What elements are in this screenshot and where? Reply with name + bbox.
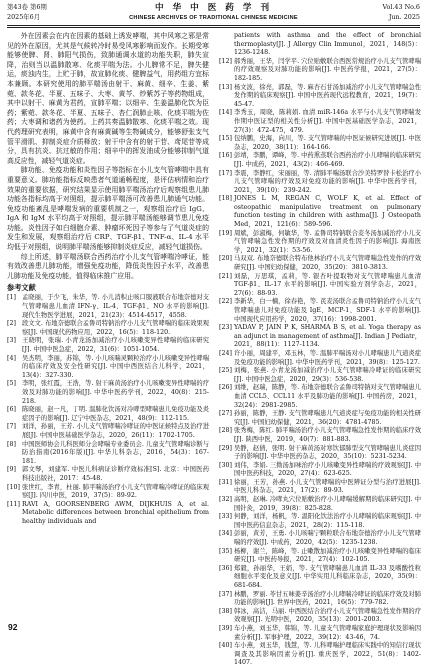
reference-number: [35] (219, 547, 232, 555)
reference-item (7, 423, 209, 440)
reference-text: 王晓明，张瑞. 小青龙汤加减治疗小儿咳嗽变异性哮喘的临床研究[J]. 中国中医急症，2022，31(6)：1051-1054. (22, 337, 209, 353)
reference-number: [21] (219, 272, 232, 280)
reference-item (219, 565, 421, 591)
reference-item (7, 406, 209, 423)
reference-item (219, 230, 421, 256)
reference-item (219, 548, 421, 565)
reference-number: [25] (219, 367, 232, 375)
reference-number: [31] (219, 478, 232, 486)
reference-text: 郭文琴，刘建军. 中医儿科病证诊断疗效标准[S]. 北京：中国医药科技出版社，2017：45-48. (22, 466, 209, 482)
reference-item (219, 350, 421, 367)
reference-number: [5] (7, 380, 16, 388)
reference-text: 郑毅，孙丽华，王娟，等. 支气管哮喘患儿血清 IL-33 及嗜酸性粒细胞水平变化及意义[J]. 中华实用儿科临床杂志，2020，35(9)：681-684. (234, 564, 421, 589)
body-paragraph: 外在因素会在内在因素的基础上诱发哮喘，其中风寒之邪是常见的外在原因，尤其是气候转冷时易受风寒影响而发作。长期受寒能够使脾、肾、肺阳气损伤，致肺通调水道的功能失职，肺失宣降，治则当以温肺散寒、化痰平喘为法。小儿脾常不足，脾失健运，痰浊内生，上贮于肺，故宣肺化痰、健脾益气，用药组方宜标本兼顾。本研究使用的肺平喘汤由射干、麻黄、细辛、生姜、紫菀、款冬花、半夏、五味子、大枣、黄芩、炒紫苏子等药物组成，其中以射干、麻黄为君药，宣肺平喘；以细辛、生姜温肺化饮为臣药；紫菀、款冬花、半夏、五味子、杏仁润肺止咳、化痰平喘为佐药；大枣调和诸药为使药。上药共奏温肺散寒、化痰平喘之效。现代药理研究表明，麻黄中含有麻黄碱等生物碱成分，能够舒张支气管平滑肌、抑制炎症介质释放；射干中含有的射干苷、鸢尾苷等成分，具有抗炎、抗过敏的作用；细辛中的挥发油成分能够抑制气道高反应性，减轻气道炎症。 (7, 32, 209, 165)
reference-item (219, 496, 421, 513)
reference-number: [4] (7, 354, 16, 362)
reference-number: [24] (219, 349, 232, 357)
right-column (219, 32, 421, 667)
reference-text: 高明，赵琳. 冷哮丸穴位贴敷治疗小儿哮喘缓解期的临床研究[J]. 中国针灸，2019，39(8)：825-828. (234, 496, 421, 512)
journal-title-en: CHINESE ARCHIVES OF TRADITIONAL CHINESE MEDICINE (129, 15, 298, 21)
reference-text: 刘伟，李娟. 三拗汤加味治疗小儿咳嗽变异性哮喘的疗效观察[J]. 中国中医药科技，2020，27(4)：623-625. (234, 461, 421, 478)
reference-number: [2] (7, 320, 16, 328)
reference-text: 周斌，彭淑梅，何敏华，等. 孟鲁司特钠联合麦冬汤加减治疗小儿支气管哮喘急性发作期的疗效及对血清炎性因子的影响[J]. 海南医学，2021，32(1)：53-56. (234, 229, 421, 254)
reference-text: 彭丽，黄芳，王勇. 小儿咳喘宁颗粒联合布地奈德治疗小儿支气管哮喘的疗效[J]. 中成药，2020，42(5)：1235-1238. (234, 530, 421, 547)
reference-item (219, 513, 421, 530)
reference-text: 李秀玉，周晓，陈莉娟. 血清 miR-146a 水平与小儿支气管哮喘发作期中医证型的相关性分析[J]. 中国中医基础医学杂志，2021，27(3)：472-475，479. (234, 109, 421, 134)
reference-item (219, 367, 421, 384)
reference-text: 孟晓丽，于少飞，朱华，等. 小儿消积止咳口服液联合布地奈德对支气管哮喘患儿血清 IFN-γ、IL-4、TGF-β1、NO 水平的影响[J]. 现代生物医学进展，2021，21(23)：4514-4517，4558. (22, 294, 209, 319)
reference-text: 刘洋，孙丽，王芳. 小儿支气管哮喘冷哮证的中医证候特点及治疗进展[J]. 中国中医基础医学杂志，2020，26(11)：1702-1705. (22, 423, 209, 439)
reference-text: 马双双. 布地奈德联合特布他林治疗小儿支气管哮喘急性发作的疗效研究[J]. 中国妇幼保健，2020，35(20)：3810-3813. (234, 255, 421, 272)
reference-text: 许小丽，周建平，邓玉林，等. 温肺平喘汤对小儿哮喘患儿气道炎症及免疫功能的影响[J]. 中华中医药学刊，2021，39(8)：125-127. (234, 349, 421, 366)
reference-text: 李新华，白一楠，徐春艳，等. 芪麦汤联合孟鲁司特钠治疗小儿支气管哮喘患儿对免疫功能及 IgE、MCP-1、SDF-1 水平的影响[J]. 中国现代应用药学，2020，37(16)：1998-2001. (234, 298, 421, 323)
reference-item (219, 608, 421, 625)
reference-text: 何静，刘洋，杨帆，等. 温阳化饮法治疗小儿哮喘的临床观察[J]. 中国中医药信息杂志，2021，28(2)：115-118. (234, 513, 421, 529)
reference-item (219, 479, 421, 496)
reference-number: [37] (219, 590, 232, 598)
reference-text: 刘维，赵瑞，陈静，等. 布地奈德联合孟鲁司特钠对支气管哮喘患儿血清 CCL5、CCL11 水平及肺功能的影响[J]. 中国药房，2021，32(24)：2981-2985. (234, 384, 421, 409)
reference-number: [27] (219, 410, 232, 418)
reference-text: 徐丽，王芳，孙燕. 小儿支气管哮喘的中医辨证分型与治疗进展[J]. 中医儿科杂志，2021，17(2)：89-93. (234, 478, 421, 495)
reference-list-right (219, 58, 421, 668)
journal-title-cn: 中 华 中 医 药 学 刊 (154, 3, 273, 13)
reference-item (219, 427, 421, 444)
reference-item (7, 380, 209, 406)
reference-text: 车小燕，刘玉华，韩锦，等. 儿童支气管哮喘家庭护理现状及影响因素分析[J]. 军事护理，2022，39(12)：43-46，74. (234, 624, 421, 641)
reference-text: 李震，李静红，宋丽丽，等. 清肺平喘汤联合沙美特罗替卡松治疗小儿支气管哮喘的疗效及对免疫功能的影响[J]. 中华中医药学刊，2021，39(10)：239-242. (234, 169, 421, 194)
body-paragraph: 肺功能、免疫功能和炎性因子等指标在小儿支气管哮喘中具有重要意义。肺功能指标反映患者气道通畅程度，是评估病情和治疗效果的重要依据，研究结果显示使用肺平喘汤治疗后观察组患儿肺功能各指标均高于对照组，提示肺平喘汤可改善患儿肺通气功能。免疫功能紊乱是哮喘发病的重要机制之一，观察组治疗后 IgG、IgA 和 IgM 水平均高于对照组，提示肺平喘汤能够调节患儿免疫功能。炎性因子如白细胞介素、肿瘤坏死因子等参与了气道炎症的发生和发展，观察组治疗后 CRP、TGF-β1、TNF-α、IL-4 水平均低于对照组，说明肺平喘汤能够抑制炎症反应，减轻气道损伤。 (7, 166, 209, 252)
reference-item (219, 84, 421, 110)
reference-item (219, 530, 421, 547)
reference-number: [34] (219, 530, 232, 538)
reference-text: 孙丽，陈静，王静. 支气管哮喘患儿气道炎症与免疫功能的相关性研究[J]. 中国妇幼保健，2021，36(20)：4781-4785. (234, 410, 421, 426)
reference-number: [19] (219, 229, 232, 237)
running-header (0, 0, 427, 30)
reference-text: 吴杰明，李丽，苏锦，等. 小儿咳喘灵颗粒治疗小儿咳嗽变异性哮喘的临床疗效及安全性研究[J]. 中国中西医结合儿科学，2021，13(4)：327-330. (22, 354, 209, 379)
reference-text: 刘梅，张燕. 小青龙汤加减治疗小儿支气管哮喘冷哮证的临床研究[J]. 中国中医急症，2020，29(3)：536-538. (234, 367, 421, 383)
reference-item (219, 462, 421, 479)
conclusion-paragraph: 综上所述，肺平喘汤联合西药治疗小儿支气管哮喘冷哮证，能有效改善患儿肺功能，增强免疫功能，降低炎性因子水平，改善患儿肺功能及免疫功能，值得临床推广应用。 (7, 252, 209, 280)
reference-number: [29] (219, 444, 232, 452)
reference-text: 郝秀丽，王华，闫学平. 穴位贴敷联合西医常规治疗小儿支气管哮喘的疗效观察及对肺功能的影响[J]. 中医药学报，2021，27(5)：182-185. (234, 57, 421, 82)
reference-number: [26] (219, 384, 232, 392)
reference-item (219, 591, 421, 608)
header-rule-thick (7, 25, 420, 26)
reference-number: [18] (219, 195, 232, 203)
reference-number: [7] (7, 423, 16, 431)
reference-number: [8] (7, 440, 16, 448)
reference-item (7, 320, 209, 337)
reference-item (219, 625, 421, 642)
reference-text: 张世红，李青，杜丽. 肺平喘汤治疗小儿支气管哮喘冷哮证的临床观察[J]. 四川中医，2019，37(5)：89-92. (22, 483, 209, 500)
reference-text: 车小燕，刘玉华，钱慧，等. 儿科哮喘护理临床实践中的知信行现状调查及其影响因素分析[J]. 重庆医学，2022，51(8)：1402-1407. (234, 642, 421, 667)
reference-number: [10] (7, 483, 20, 491)
reference-number: [30] (219, 461, 232, 469)
reference-number: [33] (219, 513, 232, 521)
reference-text: RAVI A, GOORSENBERG AWM, DIJKHUIS A, et al. Metabolic differences between bronchial epithelium from healthy individuals and (22, 500, 209, 525)
reference-item (219, 152, 421, 169)
reference-number: [32] (219, 496, 232, 504)
reference-item (219, 255, 421, 272)
reference-number: [3] (7, 337, 16, 345)
reference-item (7, 355, 209, 381)
reference-number: [40] (219, 642, 232, 650)
reference-number: [17] (219, 169, 232, 177)
date-left: 2025年6月 (7, 13, 41, 21)
reference-item (7, 294, 209, 320)
reference-text: 陈晓丽，赵一凡，丁明. 温肺化饮汤对冷哮型哮喘患儿免疫功能及炎症因子的影响[J]. 辽宁中医杂志，2021，48(9)：112-115. (22, 406, 209, 422)
reference-number: [11] (7, 500, 20, 508)
reference-item (219, 410, 421, 427)
reference-number: [16] (219, 152, 232, 160)
reference-number: [20] (219, 255, 232, 263)
reference-text: 吴静，赵倩，张明. 射干麻黄汤对寒饮郁肺型支气管哮喘患儿炎症因子的影响[J]. 中华中医药杂志，2020，35(10)：5231-5234. (234, 444, 421, 461)
reference-item (219, 445, 421, 462)
reference-item (219, 170, 421, 196)
reference-list-left (7, 294, 209, 526)
reference-text: 包纳鹏，史海，向川，等. 支气管哮喘的中医证候研究进展[J]. 中医杂志，2020，38(11)：164-166. (234, 135, 421, 151)
reference-item (219, 109, 421, 135)
reference-text: 段文文. 布地奈德联合孟鲁司特钠治疗小儿支气管哮喘的临床效果观察[J]. 中国现代药物应用，2022，16(5)：118-120. (22, 320, 209, 336)
reference-text: 林鹏，罗丽. 苓甘五味姜辛汤治疗小儿哮喘冷哮证的临床疗效及对肺功能的影响[J]. 世界中医药，2021，16(5)：779-782. (234, 590, 421, 607)
reference-number: [39] (219, 624, 232, 632)
volume-issue-right: Vol.43 No.6 (382, 3, 420, 11)
reference-item (219, 324, 421, 350)
reference-continuation: patients with asthma and the effect of bronchial thermoplasty[J]. J Allergy Clin Immunol，2021，148(5)：1236-1248. (234, 32, 421, 57)
reference-item (7, 337, 209, 354)
reference-item (219, 642, 421, 668)
reference-number: [1] (7, 294, 16, 302)
reference-item (7, 466, 209, 483)
reference-number: [38] (219, 607, 232, 615)
reference-item (7, 501, 209, 527)
reference-text: 刘磊，万思琪，孟莉，等. 银杏叶提取物对支气管哮喘患儿血清 TGF-β1、IL-17 水平的影响[J]. 中国实验方剂学杂志，2021，27(6)：88-93. (234, 272, 421, 297)
reference-text: 杨柳，谢兰，陈峰，等. 止嗽散加减治疗小儿咳嗽变异性哮喘的临床研究[J]. 中医药导报，2021，27(4)：102-105. (234, 547, 421, 564)
reference-text: 彭靖，李鹏，谭峰，等. 中药熏蒸联合西药治疗小儿哮喘的临床研究[J]. 中成药，2021，43(2)：466-469. (234, 152, 421, 168)
reference-number: [23] (219, 324, 232, 332)
reference-text: 韩冰，高洁，马丽. 中西医结合治疗小儿支气管哮喘急性发作期的疗效观察[J]. 光明中医，2020，35(13)：2001-2003. (234, 607, 421, 624)
reference-item (219, 384, 421, 410)
reference-number: [6] (7, 406, 16, 414)
reference-item (219, 273, 421, 299)
reference-text: 张秀梅，陈红. 肺平喘汤治疗小儿支气管哮喘急性发作期的临床疗效[J]. 陕西中医，2019，40(7)：881-883. (234, 427, 421, 443)
reference-text: JONES L M, REGAN C, WOLF K, et al. Effect of osteopathic manipulative treatment on pulmonary function testing in children with asthma[J]. J Osteopath Med，2021，121(6)：589-596. (234, 195, 421, 229)
reference-item (219, 58, 421, 84)
reference-text: YADAV P, JAIN P K, SHARMA B S, et al. Yoga therapy as an adjunct in management of asthma[J]. Indian J Pediatr，2021，88(11)：1127-1134. (234, 324, 421, 349)
reference-item (7, 441, 209, 467)
reference-number: [28] (219, 427, 232, 435)
reference-item (219, 195, 421, 229)
left-column (7, 32, 209, 622)
reference-number: [12] (219, 57, 232, 65)
reference-number: [13] (219, 83, 232, 91)
date-right: Jun. 2025 (388, 13, 420, 21)
reference-number: [22] (219, 298, 232, 306)
reference-text: 李明，张红霞，王浩，等. 射干麻黄汤治疗小儿咳嗽变异性哮喘的疗效及对肺功能的影响[J]. 中华中医药学刊，2022，40(8)：215-218. (22, 380, 209, 405)
reference-number: [14] (219, 109, 232, 117)
reference-item (219, 298, 421, 324)
references-heading: 参考文献 (7, 283, 36, 293)
reference-text: 杨文波，徐亮，郭磊，等. 麻杏石甘汤加减治疗小儿支气管哮喘急性发作期的临床观察[J]. 中国中医药现代远程教育，2021，19(7)：45-47. (234, 83, 421, 108)
reference-item (219, 135, 421, 152)
reference-text: 中国医师协会儿科医师分会哮喘专业委员会. 儿童支气管哮喘诊断与防治指南(2016年版)[J]. 中华儿科杂志，2016，54(3)：167-181. (22, 440, 209, 465)
page-number: 92 (8, 622, 18, 632)
header-rule-thin (7, 27, 420, 28)
volume-issue-left: 第43卷 第6期 (7, 3, 47, 11)
reference-number: [15] (219, 135, 232, 143)
reference-number: [36] (219, 564, 232, 572)
reference-number: [9] (7, 466, 16, 474)
reference-item (7, 484, 209, 501)
